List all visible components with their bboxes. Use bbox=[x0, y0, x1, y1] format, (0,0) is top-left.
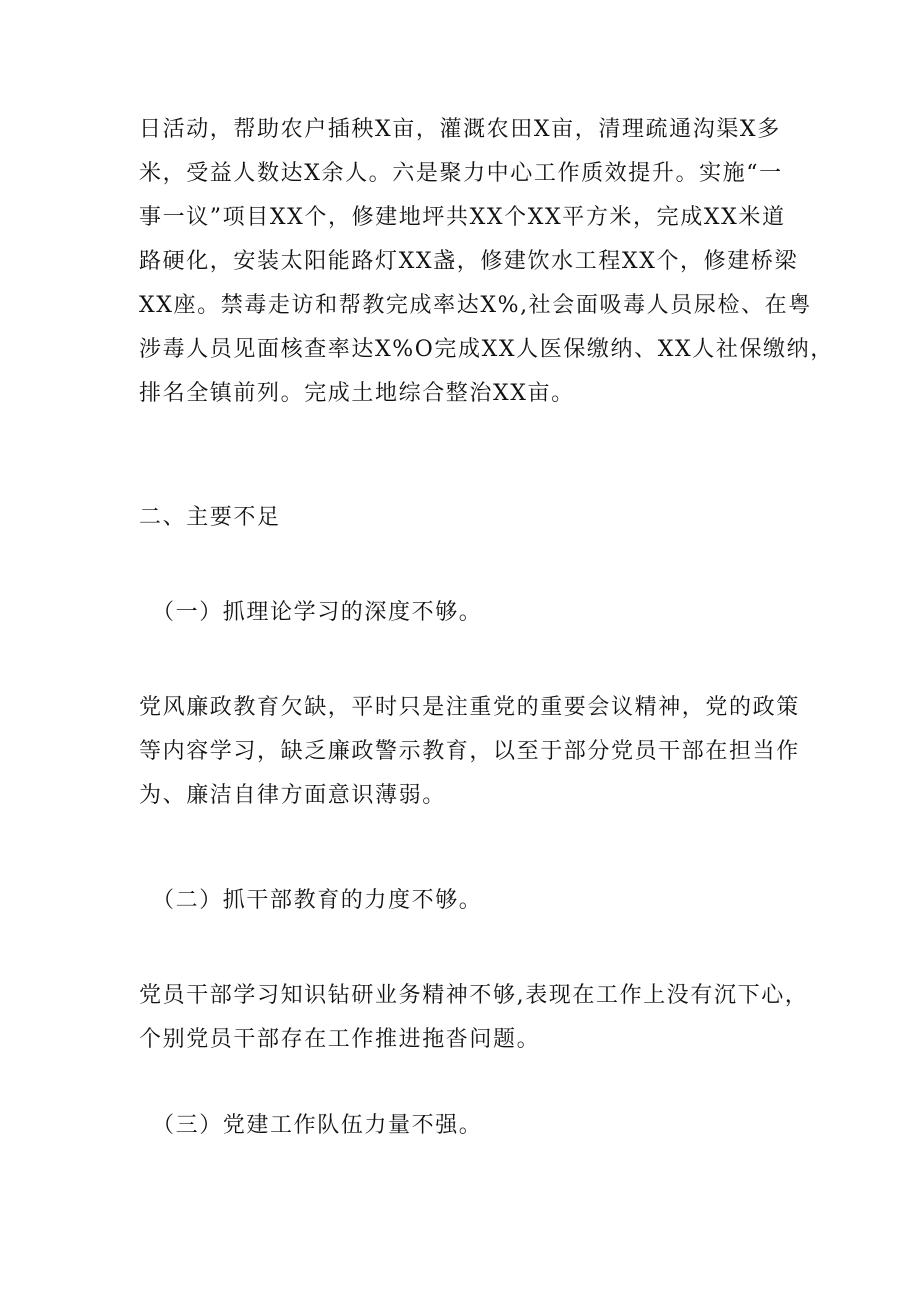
paragraph-line: 涉毒人员见面核查率达X%O完成XX人医保缴纳、XX人社保缴纳， bbox=[139, 337, 834, 362]
paragraph-line: XX座。禁毒走访和帮教完成率达X%,社会面吸毒人员尿检、在粤 bbox=[139, 293, 812, 318]
paragraph-line: 米，受益人数达X余人。六是聚力中心工作质效提升。实施“一 bbox=[139, 161, 783, 186]
paragraph-achievements bbox=[139, 108, 834, 416]
paragraph-line: 个别党员干部存在工作推进拖沓问题。 bbox=[139, 1027, 541, 1052]
paragraph-line: 为、廉洁自律方面意识薄弱。 bbox=[139, 783, 446, 808]
paragraph-line: 路硬化，安装太阳能路灯XX盏，修建饮水工程XX个，修建桥梁 bbox=[139, 249, 799, 274]
paragraph-line: 党风廉政教育欠缺，平时只是注重党的重要会议精神，党的政策 bbox=[139, 695, 800, 720]
paragraph-line: 日活动，帮助农户插秧X亩，灌溉农田X亩，清理疏通沟渠X多 bbox=[139, 117, 781, 142]
subsection-heading-2: （二）抓干部教育的力度不够。 bbox=[152, 888, 483, 913]
section-heading-shortcomings: 二、主要不足 bbox=[139, 505, 281, 530]
subsection-heading-3: （三）党建工作队伍力量不强。 bbox=[152, 1113, 483, 1138]
paragraph-line: 等内容学习，缺乏廉政警示教育，以至于部分党员干部在担当作 bbox=[139, 739, 800, 764]
paragraph-line: 事一议”项目XX个，修建地坪共XX个XX平方米，完成XX米道 bbox=[139, 205, 786, 230]
paragraph-line: 党员干部学习知识钻研业务精神不够,表现在工作上没有沉下心， bbox=[139, 983, 809, 1008]
subsection-heading-1: （一）抓理论学习的深度不够。 bbox=[152, 600, 483, 625]
paragraph-sub1 bbox=[139, 686, 800, 818]
paragraph-line: 排名全镇前列。完成土地综合整治XX亩。 bbox=[139, 381, 575, 406]
paragraph-sub2 bbox=[139, 974, 809, 1062]
